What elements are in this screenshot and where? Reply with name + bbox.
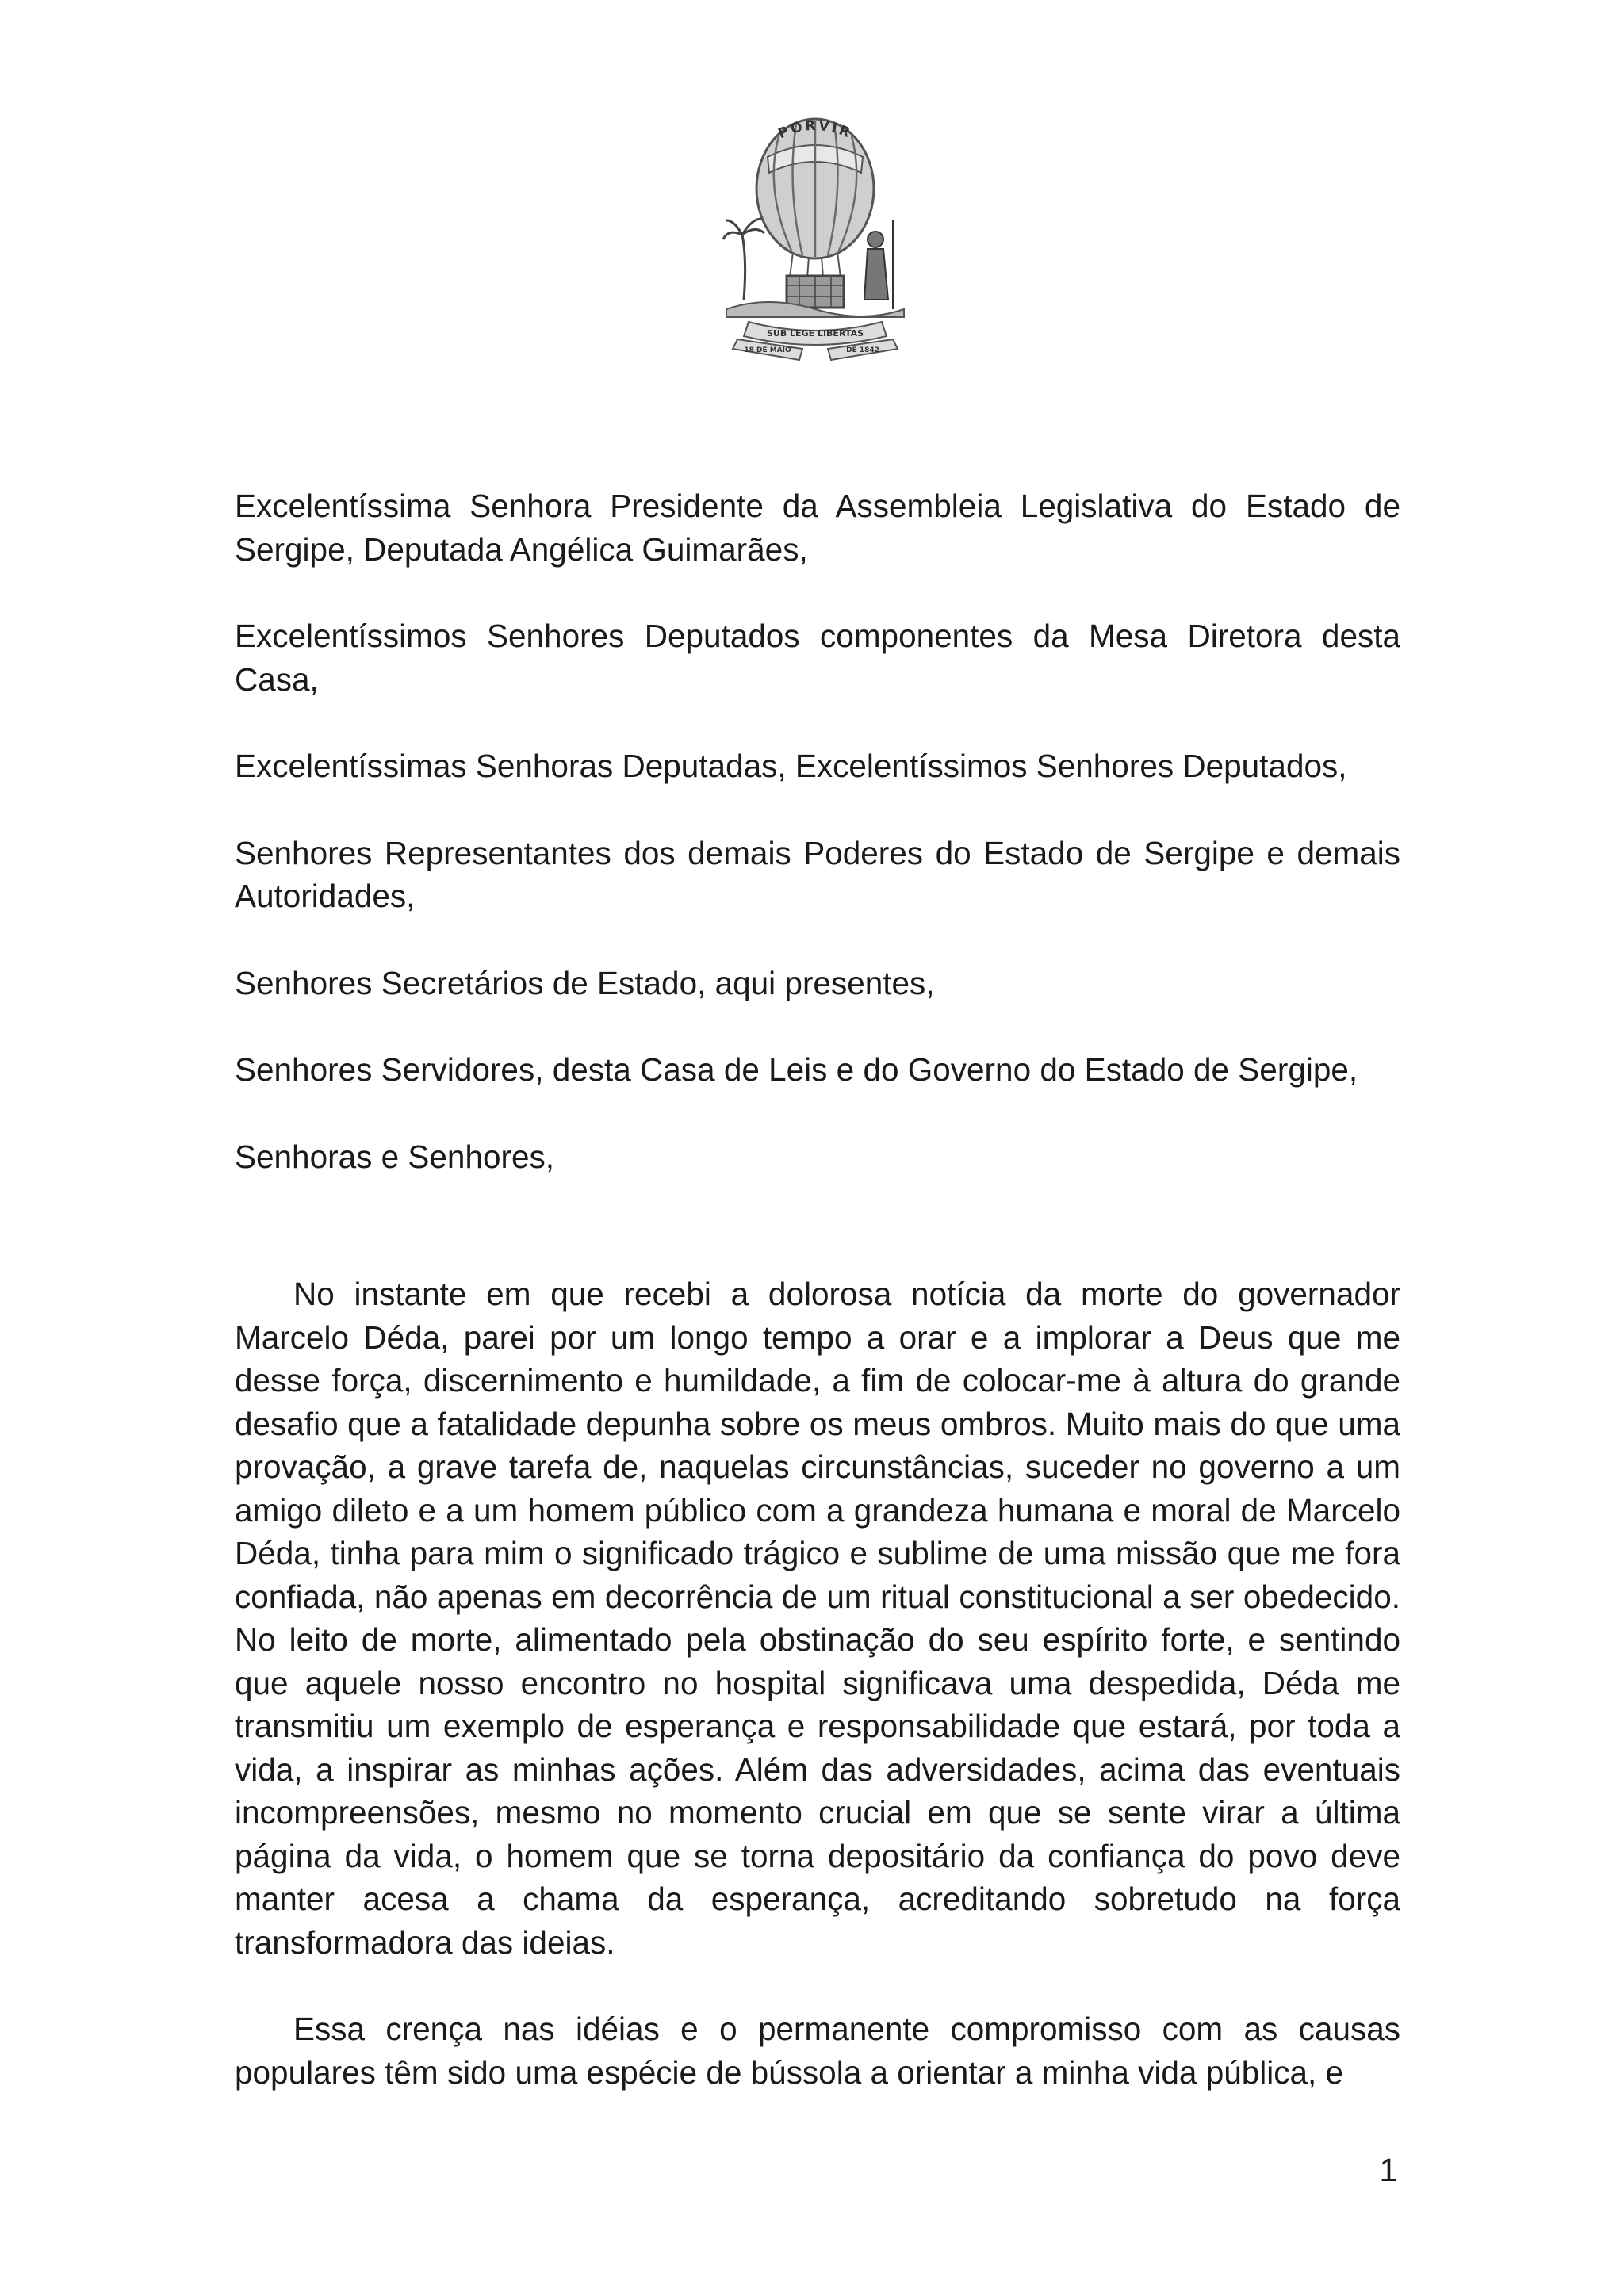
salutation-line: Senhores Secretários de Estado, aqui presentes,: [235, 964, 935, 1001]
speech-body: [235, 1272, 1400, 2137]
salutation-line: Excelentíssimos Senhores Deputados componentes da Mesa Diretora desta Casa,: [235, 618, 1400, 698]
salutation-line: Senhoras e Senhores,: [235, 1138, 555, 1175]
salutation-line: Senhores Servidores, desta Casa de Leis e do Governo do Estado de Sergipe,: [235, 1051, 1358, 1088]
salutations: [235, 484, 1400, 1222]
salutation-line: Excelentíssimas Senhoras Deputadas, Excelentíssimos Senhores Deputados,: [235, 748, 1347, 784]
salutation-line: Senhores Representantes dos demais Poderes do Estado de Sergipe e demais Autoridades,: [235, 834, 1400, 914]
body-paragraph: Essa crença nas idéias e o permanente compromisso com as causas populares têm sido uma espécie de bússola a orientar a minha vida pública, e: [235, 2011, 1400, 2091]
svg-text:SUB LEGE LIBERTAS: SUB LEGE LIBERTAS: [766, 328, 864, 339]
salutation-line: Excelentíssima Senhora Presidente da Assembleia Legislativa do Estado de Sergipe, Deputada Angélica Guimarães,: [235, 488, 1400, 568]
coat-of-arms-icon: [720, 101, 910, 363]
body-paragraph: No instante em que recebi a dolorosa notícia da morte do governador Marcelo Déda, parei por um longo tempo a orar e a implorar a Deus que me desse força, discernimento e humildade, a fim de colocar-me à altura do grande desafio que a fatalidade depunha sobre os meus ombros. Muito mais do que uma provação, a grave tarefa de, naquelas circunstâncias, suceder no governo a um amigo dileto e a um homem público com a grandeza humana e moral de Marcelo Déda, tinha para mim o significado trágico e sublime de uma missão que me fora confiada, não apenas em decorrência de um ritual constitucional a ser obedecido. No leito de morte, alimentado pela obstinação do seu espírito forte, e sentindo que aquele nosso encontro no hospital significava uma despedida, Déda me transmitiu um exemplo de esperança e responsabilidade que estará, por toda a vida, a inspirar as minhas ações. Além das adversidades, acima das eventuais incompreensões, mesmo no momento crucial em que se sente virar a última página da vida, o homem que se torna depositário da confiança do povo deve manter acesa a chama da esperança, acreditando sobretudo na força transformadora das ideias.: [235, 1276, 1400, 1961]
svg-text:DE 1842: DE 1842: [846, 346, 879, 354]
svg-text:18 DE MAIO: 18 DE MAIO: [744, 346, 791, 354]
svg-text:PORVIR: PORVIR: [776, 117, 855, 143]
page-number: 1: [1379, 2152, 1397, 2188]
